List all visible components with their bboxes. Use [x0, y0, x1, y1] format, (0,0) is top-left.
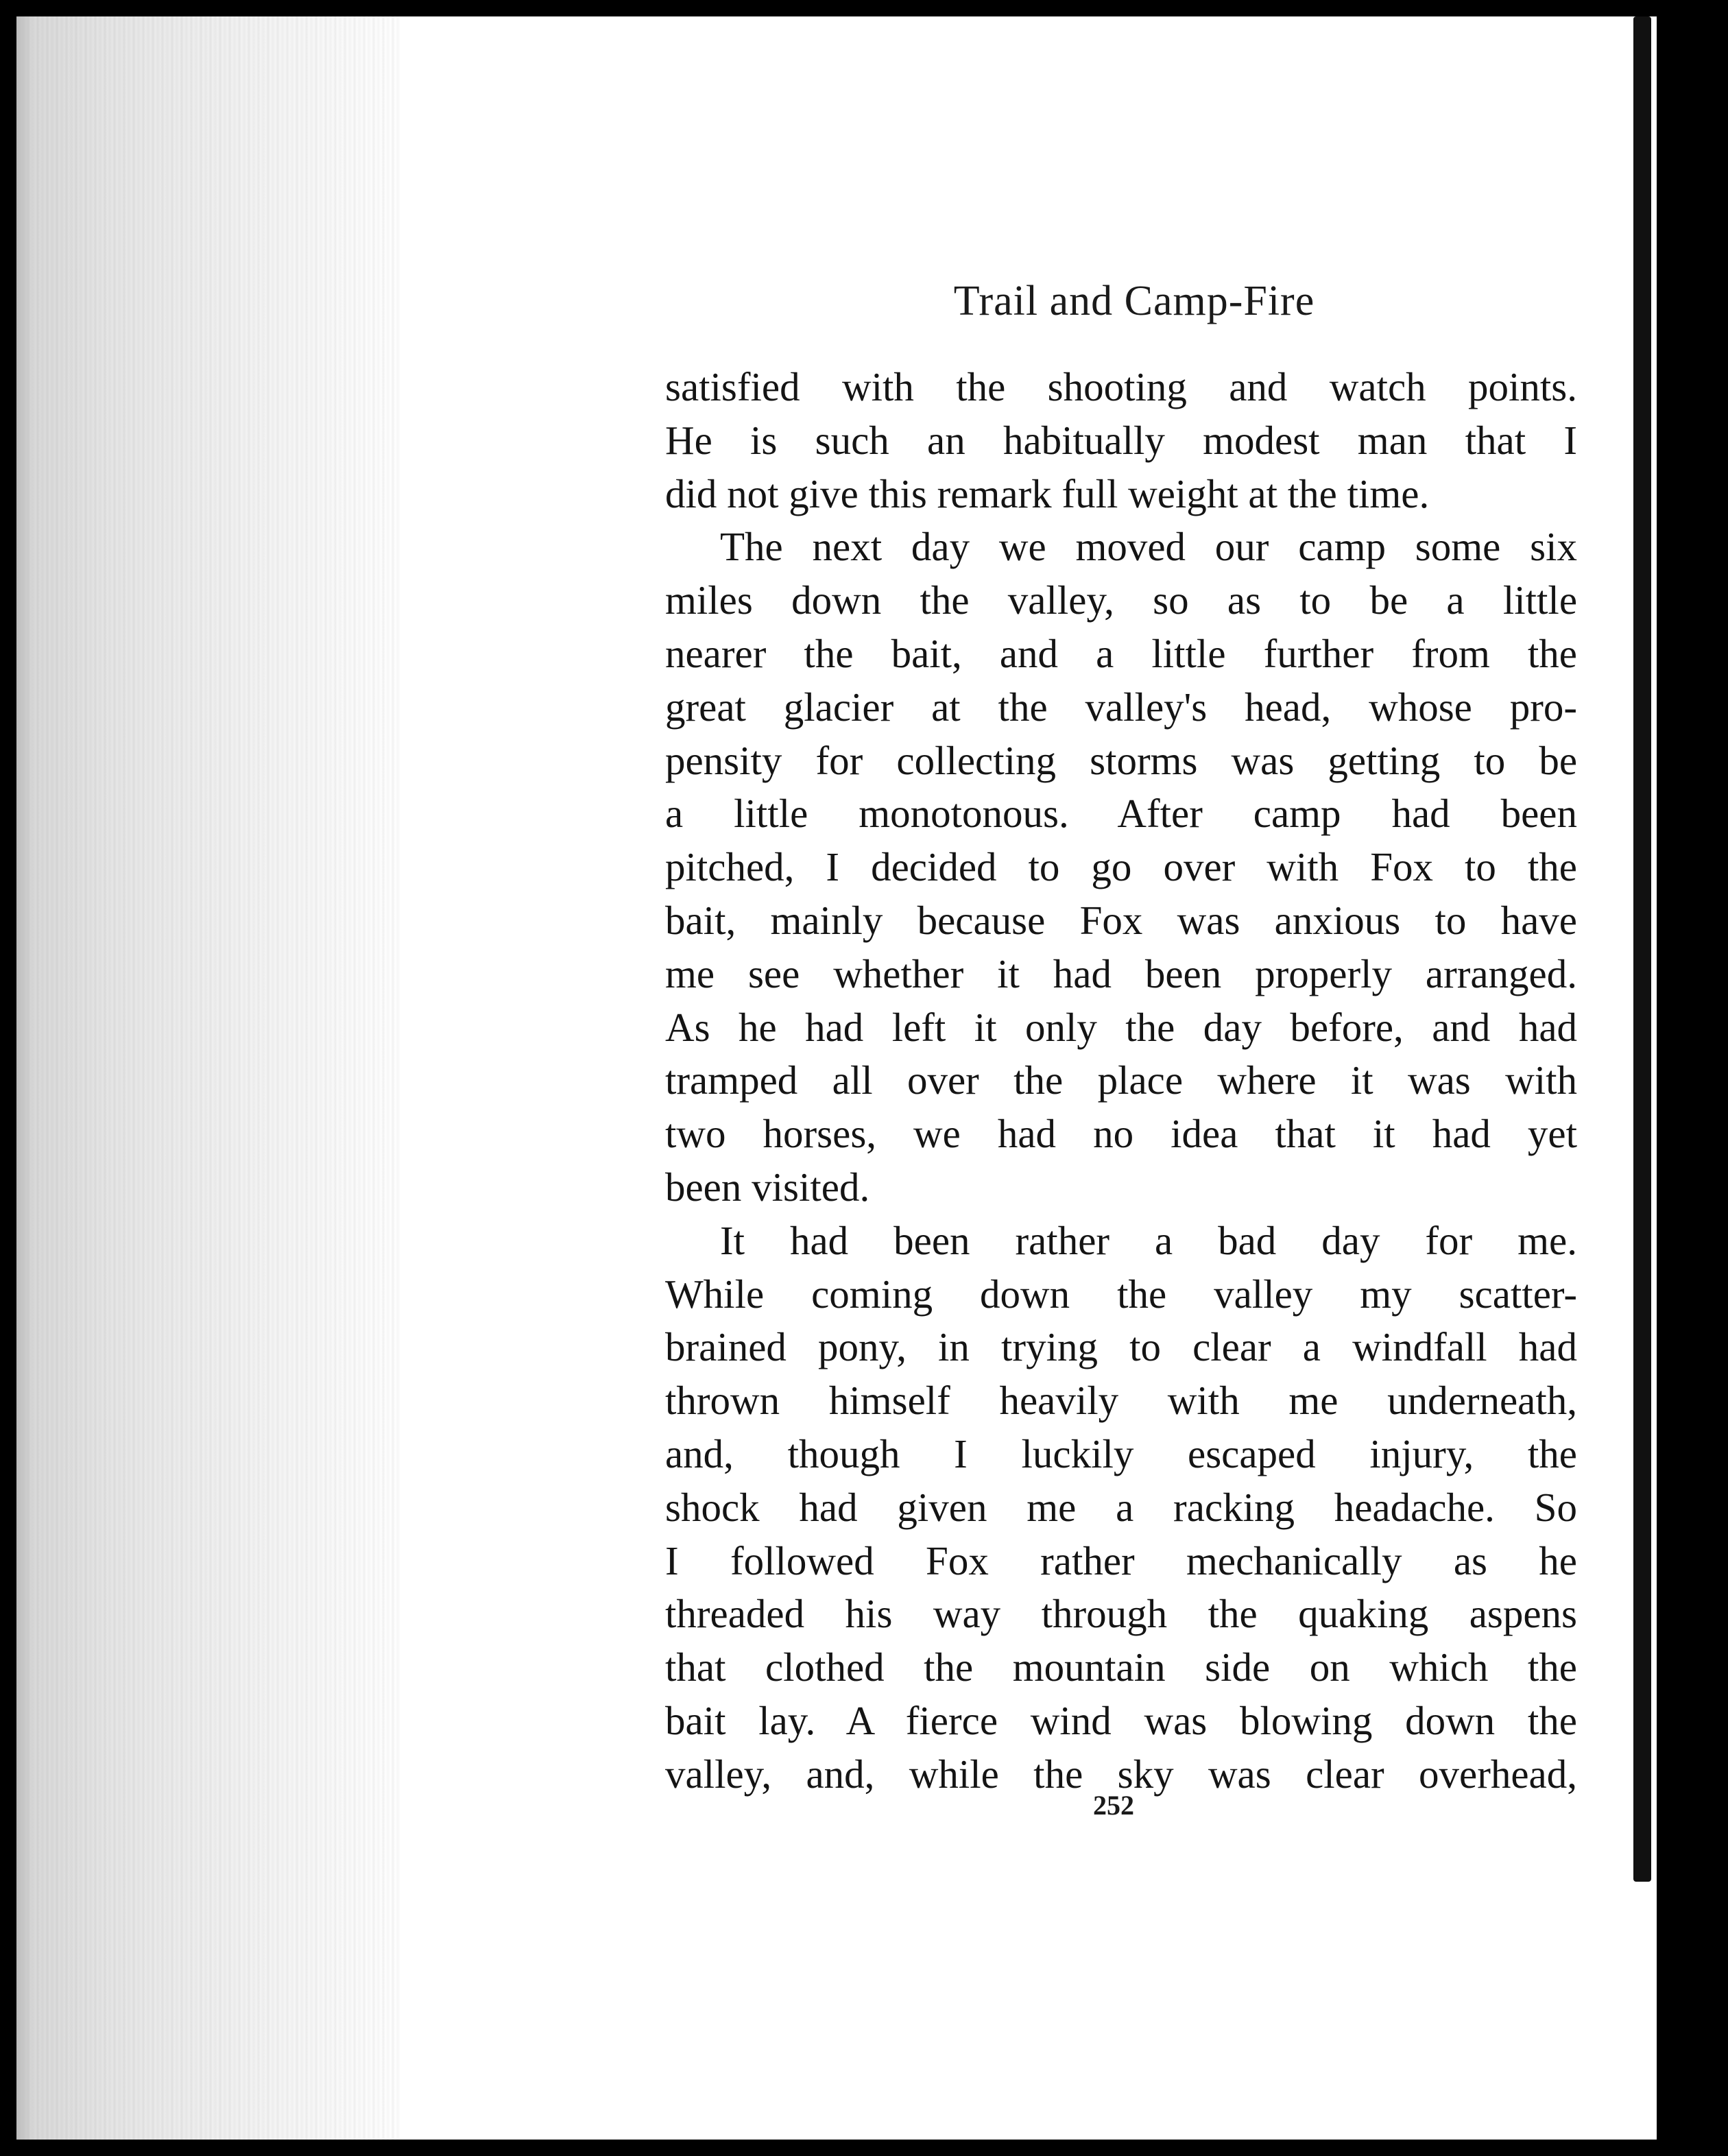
text-line: me see whether it had been properly arranged. [665, 950, 1577, 996]
text-line: While coming down the valley my scatter- [665, 1271, 1577, 1317]
text-line: been visited. [665, 1164, 870, 1210]
text-line: nearer the bait, and a little further from the [665, 630, 1577, 676]
text-line: thrown himself heavily with me underneath, [665, 1378, 1577, 1424]
text-line: two horses, we had no idea that it had yet [665, 1111, 1577, 1157]
running-head: Trail and Camp-Fire [953, 278, 1315, 324]
page-edges [16, 16, 400, 2140]
text-line: pitched, I decided to go over with Fox to the [665, 844, 1577, 890]
text-line: It had been rather a bad day for me. [720, 1217, 1577, 1263]
scan-border [1633, 16, 1651, 1882]
text-line: and, though I luckily escaped injury, the [665, 1430, 1577, 1476]
text-line: pensity for collecting storms was getting to be [665, 737, 1577, 783]
text-line: He is such an habitually modest man that I [665, 417, 1577, 463]
text-line: miles down the valley, so as to be a little [665, 577, 1577, 623]
text-line: a little monotonous. After camp had been [665, 791, 1577, 837]
text-line: bait, mainly because Fox was anxious to have [665, 897, 1577, 943]
text-line: shock had given me a racking headache. So [665, 1484, 1577, 1530]
text-line: did not give this remark full weight at the time. [665, 470, 1430, 516]
page-number: 252 [1093, 1790, 1134, 1821]
text-line: great glacier at the valley's head, whose pro- [665, 684, 1577, 730]
text-line: tramped all over the place where it was with [665, 1057, 1577, 1103]
text-line: bait lay. A fierce wind was blowing down the [665, 1697, 1577, 1743]
text-line: threaded his way through the quaking aspens [665, 1591, 1577, 1637]
text-line: The next day we moved our camp some six [720, 524, 1577, 570]
text-line: brained pony, in trying to clear a windfall had [665, 1324, 1577, 1370]
text-line: I followed Fox rather mechanically as he [665, 1537, 1577, 1583]
text-line: satisfied with the shooting and watch points. [665, 364, 1577, 409]
body-text [665, 361, 1577, 1801]
text-line: As he had left it only the day before, and had [665, 1004, 1577, 1050]
book-page [16, 16, 1657, 2140]
text-line: that clothed the mountain side on which the [665, 1644, 1577, 1690]
text-line: valley, and, while the sky was clear overhead, [665, 1751, 1577, 1797]
